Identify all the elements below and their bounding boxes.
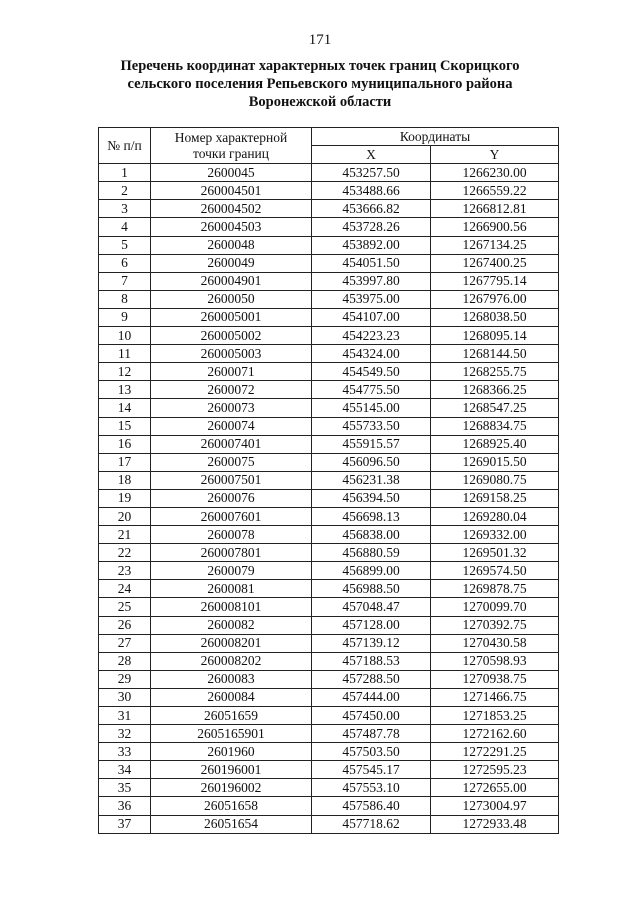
table-row — [99, 779, 559, 797]
title-line-3: Воронежской области — [248, 94, 392, 110]
table-row — [99, 616, 559, 634]
cell-y: 1268255.75 — [431, 363, 559, 381]
cell-x: 456880.59 — [312, 544, 431, 562]
table-row — [99, 761, 559, 779]
cell-x: 456231.38 — [312, 471, 431, 489]
header-y: Y — [431, 146, 559, 164]
cell-y: 1266812.81 — [431, 200, 559, 218]
cell-point-number: 260008101 — [151, 598, 312, 616]
cell-point-number: 2600084 — [151, 688, 312, 706]
cell-y: 1273004.97 — [431, 797, 559, 815]
table-row — [99, 453, 559, 471]
cell-x: 456988.50 — [312, 580, 431, 598]
cell-y: 1272655.00 — [431, 779, 559, 797]
table-row — [99, 797, 559, 815]
cell-number: 27 — [99, 634, 151, 652]
cell-x: 453488.66 — [312, 182, 431, 200]
cell-point-number: 2600074 — [151, 417, 312, 435]
cell-number: 21 — [99, 526, 151, 544]
document-title — [120, 57, 520, 111]
cell-number: 28 — [99, 652, 151, 670]
cell-number: 20 — [99, 507, 151, 525]
cell-point-number: 2600072 — [151, 381, 312, 399]
cell-x: 457718.62 — [312, 815, 431, 833]
table-row — [99, 707, 559, 725]
table-row — [99, 381, 559, 399]
cell-y: 1269280.04 — [431, 507, 559, 525]
cell-number: 24 — [99, 580, 151, 598]
cell-number: 5 — [99, 236, 151, 254]
cell-y: 1271853.25 — [431, 707, 559, 725]
cell-number: 30 — [99, 688, 151, 706]
table-row — [99, 562, 559, 580]
cell-point-number: 2600050 — [151, 290, 312, 308]
header-coordinates: Координаты — [312, 128, 559, 146]
cell-point-number: 2600078 — [151, 526, 312, 544]
cell-x: 457487.78 — [312, 725, 431, 743]
cell-x: 455915.57 — [312, 435, 431, 453]
cell-point-number: 2600071 — [151, 363, 312, 381]
cell-x: 454775.50 — [312, 381, 431, 399]
cell-point-number: 260007801 — [151, 544, 312, 562]
cell-y: 1270099.70 — [431, 598, 559, 616]
cell-point-number: 260008202 — [151, 652, 312, 670]
header-point-number — [151, 128, 312, 164]
table-row — [99, 327, 559, 345]
cell-point-number: 2600049 — [151, 254, 312, 272]
cell-number: 33 — [99, 743, 151, 761]
cell-x: 456899.00 — [312, 562, 431, 580]
cell-y: 1268547.25 — [431, 399, 559, 417]
table-row — [99, 363, 559, 381]
header-x: X — [312, 146, 431, 164]
table-row — [99, 164, 559, 182]
cell-number: 36 — [99, 797, 151, 815]
title-line-2: сельского поселения Репьевского муниципального района — [127, 76, 513, 92]
cell-number: 19 — [99, 489, 151, 507]
cell-number: 3 — [99, 200, 151, 218]
cell-point-number: 260196001 — [151, 761, 312, 779]
cell-x: 456096.50 — [312, 453, 431, 471]
table-row — [99, 435, 559, 453]
cell-y: 1266230.00 — [431, 164, 559, 182]
table-row — [99, 743, 559, 761]
cell-number: 31 — [99, 707, 151, 725]
cell-point-number: 260004901 — [151, 272, 312, 290]
cell-number: 8 — [99, 290, 151, 308]
cell-y: 1270598.93 — [431, 652, 559, 670]
cell-x: 453892.00 — [312, 236, 431, 254]
cell-point-number: 260196002 — [151, 779, 312, 797]
cell-x: 456698.13 — [312, 507, 431, 525]
cell-x: 455733.50 — [312, 417, 431, 435]
cell-point-number: 260007601 — [151, 507, 312, 525]
cell-y: 1269574.50 — [431, 562, 559, 580]
cell-point-number: 26051659 — [151, 707, 312, 725]
cell-number: 22 — [99, 544, 151, 562]
cell-x: 457545.17 — [312, 761, 431, 779]
cell-y: 1269080.75 — [431, 471, 559, 489]
cell-point-number: 260004501 — [151, 182, 312, 200]
table-row — [99, 725, 559, 743]
table-row — [99, 399, 559, 417]
table-row — [99, 200, 559, 218]
cell-y: 1268366.25 — [431, 381, 559, 399]
cell-y: 1267976.00 — [431, 290, 559, 308]
cell-x: 454223.23 — [312, 327, 431, 345]
table-row — [99, 688, 559, 706]
cell-point-number: 2600076 — [151, 489, 312, 507]
table-row — [99, 345, 559, 363]
title-line-1: Перечень координат характерных точек границ Скорицкого — [120, 58, 520, 74]
table-row — [99, 308, 559, 326]
cell-point-number: 2605165901 — [151, 725, 312, 743]
cell-point-number: 2600075 — [151, 453, 312, 471]
cell-x: 454051.50 — [312, 254, 431, 272]
cell-y: 1272933.48 — [431, 815, 559, 833]
cell-number: 34 — [99, 761, 151, 779]
coordinates-table — [98, 127, 559, 834]
table-row — [99, 580, 559, 598]
cell-number: 4 — [99, 218, 151, 236]
table-row — [99, 507, 559, 525]
header-point-line-1: Номер характерной — [174, 129, 288, 145]
table-row — [99, 598, 559, 616]
cell-x: 453728.26 — [312, 218, 431, 236]
cell-point-number: 260004503 — [151, 218, 312, 236]
cell-x: 455145.00 — [312, 399, 431, 417]
cell-y: 1272162.60 — [431, 725, 559, 743]
cell-x: 457188.53 — [312, 652, 431, 670]
table-row — [99, 544, 559, 562]
cell-x: 457450.00 — [312, 707, 431, 725]
cell-number: 7 — [99, 272, 151, 290]
cell-point-number: 260005001 — [151, 308, 312, 326]
cell-x: 457288.50 — [312, 670, 431, 688]
cell-point-number: 26051654 — [151, 815, 312, 833]
cell-y: 1270392.75 — [431, 616, 559, 634]
header-number: № п/п — [99, 128, 151, 164]
cell-number: 1 — [99, 164, 151, 182]
cell-x: 453257.50 — [312, 164, 431, 182]
cell-y: 1269015.50 — [431, 453, 559, 471]
table-row — [99, 652, 559, 670]
cell-x: 457128.00 — [312, 616, 431, 634]
cell-x: 457503.50 — [312, 743, 431, 761]
cell-y: 1268144.50 — [431, 345, 559, 363]
cell-point-number: 260007501 — [151, 471, 312, 489]
table-row — [99, 417, 559, 435]
cell-y: 1268925.40 — [431, 435, 559, 453]
table-row — [99, 236, 559, 254]
cell-point-number: 260005003 — [151, 345, 312, 363]
cell-point-number: 2600045 — [151, 164, 312, 182]
cell-number: 11 — [99, 345, 151, 363]
cell-number: 25 — [99, 598, 151, 616]
cell-y: 1268095.14 — [431, 327, 559, 345]
cell-number: 12 — [99, 363, 151, 381]
table-row — [99, 272, 559, 290]
cell-number: 17 — [99, 453, 151, 471]
header-point-line-2: точки границ — [192, 145, 270, 161]
cell-y: 1267795.14 — [431, 272, 559, 290]
table-row — [99, 471, 559, 489]
cell-point-number: 2600082 — [151, 616, 312, 634]
table-row — [99, 489, 559, 507]
cell-number: 29 — [99, 670, 151, 688]
cell-y: 1269501.32 — [431, 544, 559, 562]
cell-point-number: 26051658 — [151, 797, 312, 815]
cell-y: 1270430.58 — [431, 634, 559, 652]
cell-number: 10 — [99, 327, 151, 345]
table-row — [99, 634, 559, 652]
table-row — [99, 526, 559, 544]
table-body — [99, 164, 559, 833]
cell-x: 457048.47 — [312, 598, 431, 616]
cell-y: 1267134.25 — [431, 236, 559, 254]
cell-x: 457586.40 — [312, 797, 431, 815]
cell-number: 14 — [99, 399, 151, 417]
cell-y: 1270938.75 — [431, 670, 559, 688]
cell-point-number: 2600083 — [151, 670, 312, 688]
table-row — [99, 254, 559, 272]
cell-x: 457444.00 — [312, 688, 431, 706]
cell-x: 454324.00 — [312, 345, 431, 363]
cell-point-number: 260004502 — [151, 200, 312, 218]
cell-y: 1267400.25 — [431, 254, 559, 272]
cell-y: 1268834.75 — [431, 417, 559, 435]
cell-number: 32 — [99, 725, 151, 743]
cell-point-number: 260008201 — [151, 634, 312, 652]
cell-x: 457553.10 — [312, 779, 431, 797]
cell-y: 1272595.23 — [431, 761, 559, 779]
cell-point-number: 2600073 — [151, 399, 312, 417]
cell-number: 16 — [99, 435, 151, 453]
cell-y: 1266559.22 — [431, 182, 559, 200]
cell-number: 26 — [99, 616, 151, 634]
table-row — [99, 290, 559, 308]
cell-x: 454107.00 — [312, 308, 431, 326]
cell-x: 457139.12 — [312, 634, 431, 652]
cell-x: 456838.00 — [312, 526, 431, 544]
cell-point-number: 260005002 — [151, 327, 312, 345]
cell-x: 454549.50 — [312, 363, 431, 381]
cell-number: 2 — [99, 182, 151, 200]
cell-point-number: 2600079 — [151, 562, 312, 580]
cell-y: 1269878.75 — [431, 580, 559, 598]
cell-number: 18 — [99, 471, 151, 489]
cell-y: 1272291.25 — [431, 743, 559, 761]
cell-y: 1268038.50 — [431, 308, 559, 326]
cell-number: 35 — [99, 779, 151, 797]
table-row — [99, 182, 559, 200]
page-number: 171 — [308, 32, 332, 48]
cell-y: 1269158.25 — [431, 489, 559, 507]
cell-y: 1271466.75 — [431, 688, 559, 706]
table-row — [99, 670, 559, 688]
table-header — [99, 128, 559, 164]
cell-x: 453997.80 — [312, 272, 431, 290]
cell-y: 1266900.56 — [431, 218, 559, 236]
cell-number: 13 — [99, 381, 151, 399]
cell-number: 6 — [99, 254, 151, 272]
cell-point-number: 2600048 — [151, 236, 312, 254]
cell-number: 15 — [99, 417, 151, 435]
cell-x: 453975.00 — [312, 290, 431, 308]
cell-number: 37 — [99, 815, 151, 833]
cell-y: 1269332.00 — [431, 526, 559, 544]
table-row — [99, 815, 559, 833]
table-row — [99, 218, 559, 236]
cell-point-number: 2600081 — [151, 580, 312, 598]
cell-point-number: 260007401 — [151, 435, 312, 453]
cell-x: 453666.82 — [312, 200, 431, 218]
cell-x: 456394.50 — [312, 489, 431, 507]
cell-number: 9 — [99, 308, 151, 326]
cell-point-number: 2601960 — [151, 743, 312, 761]
cell-number: 23 — [99, 562, 151, 580]
